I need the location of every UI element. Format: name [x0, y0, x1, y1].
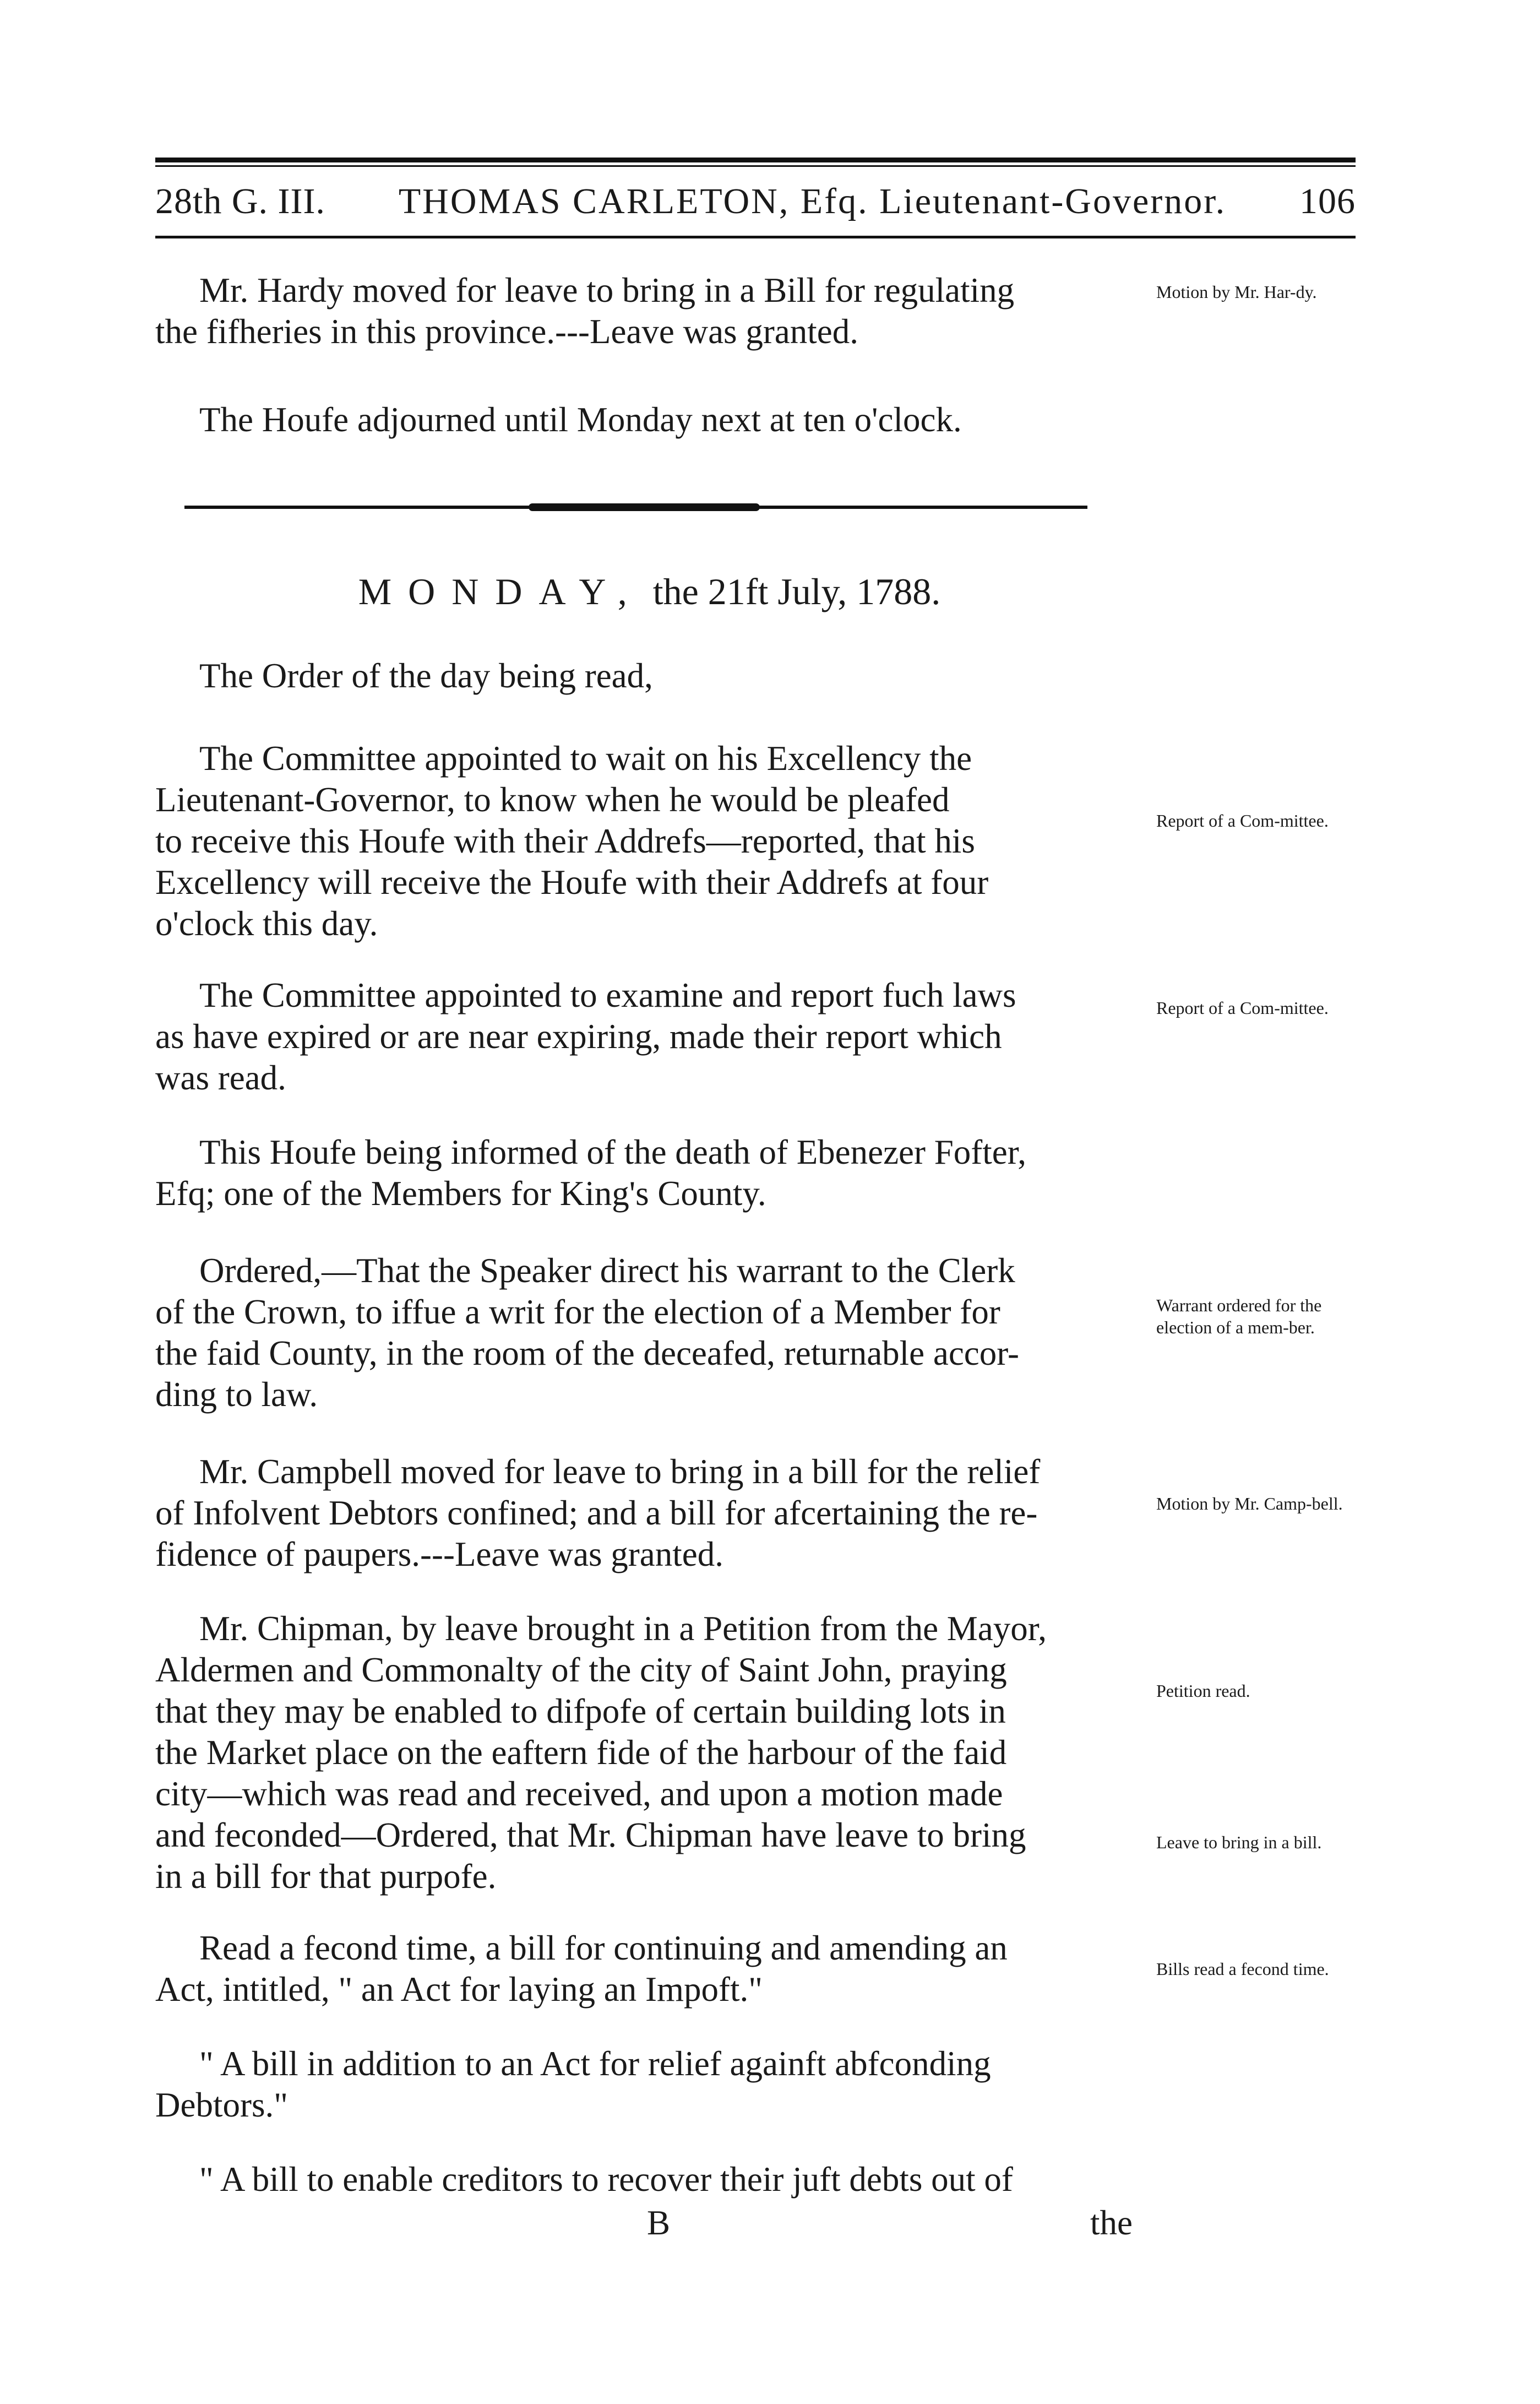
paragraph-warrant: [155, 1250, 1144, 1415]
paragraph-committee-address: [155, 738, 1144, 945]
text-line: Act, intitled, " an Act for laying an Impoft.": [155, 1970, 763, 2009]
text-line: Read a fecond time, a bill for continuing and amending an: [199, 1929, 1008, 1967]
paragraph-motion-hardy: [155, 270, 1144, 352]
header-rule-top: [155, 158, 1356, 162]
paragraph-bill-creditors: [155, 2159, 1144, 2200]
text-line: to receive this Houfe with their Addrefs—reported, that his: [155, 822, 975, 860]
header-rule-top-thin: [155, 165, 1356, 167]
text-line: the faid County, in the room of the deceafed, returnable accor-: [155, 1334, 1019, 1372]
section-heading-date: the 21ft July, 1788.: [652, 571, 941, 612]
header-rule-bottom: [155, 236, 1356, 238]
text-line: as have expired or are near expiring, made their report which: [155, 1017, 1002, 1056]
text-line: in a bill for that purpofe.: [155, 1857, 497, 1896]
header-title: THOMAS CARLETON, Efq. Lieutenant-Governor.: [398, 181, 1227, 221]
text-line: the fifheries in this province.---Leave was granted.: [155, 312, 858, 351]
text-line: and feconded—Ordered, that Mr. Chipman have leave to bring: [155, 1816, 1026, 1854]
section-rule-swell: [529, 503, 760, 511]
text-line: Mr. Hardy moved for leave to bring in a Bill for regulating: [199, 271, 1015, 310]
text-line: The Committee appointed to wait on his Excellency the: [199, 739, 972, 778]
paragraph-petition-chipman: [155, 1608, 1144, 1897]
text-line: Ordered,—That the Speaker direct his warrant to the Clerk: [199, 1251, 1015, 1290]
text-line: Lieutenant-Governor, to know when he would be pleafed: [155, 780, 950, 819]
text-line: the Market place on the eaftern fide of the harbour of the faid: [155, 1733, 1007, 1772]
margin-note: Motion by Mr. Camp-bell.: [1156, 1494, 1343, 1513]
text-line: Debtors.": [155, 2086, 288, 2124]
margin-note: Report of a Com-mittee.: [1156, 811, 1329, 831]
text-line: ding to law.: [155, 1375, 318, 1414]
text-line: o'clock this day.: [155, 904, 378, 943]
margin-note: Bills read a fecond time.: [1156, 1959, 1329, 1979]
text-line: The Committee appointed to examine and report fuch laws: [199, 976, 1016, 1014]
paragraph-death-notice: [155, 1132, 1144, 1214]
text-line: of the Crown, to iffue a writ for the election of a Member for: [155, 1293, 1000, 1331]
margin-note: Leave to bring in a bill.: [1156, 1832, 1322, 1852]
text-line: Aldermen and Commonalty of the city of Saint John, praying: [155, 1651, 1007, 1689]
margin-note: Motion by Mr. Har-dy.: [1156, 282, 1317, 302]
margin-note: Petition read.: [1156, 1681, 1250, 1701]
text-line: Mr. Campbell moved for leave to bring in a bill for the relief: [199, 1452, 1041, 1491]
margin-note: Report of a Com-mittee.: [1156, 998, 1329, 1018]
header-regnal-year: 28th G. III.: [155, 181, 325, 221]
text-line: The Houfe adjourned until Monday next at ten o'clock.: [199, 400, 962, 439]
paragraph-adjourned: [155, 399, 1144, 441]
text-line: " A bill to enable creditors to recover their juft debts out of: [199, 2160, 1013, 2199]
section-heading-day: MONDAY,: [358, 571, 644, 612]
header-page-number: 106: [1299, 181, 1356, 221]
paragraph-committee-laws: [155, 975, 1144, 1099]
text-line: This Houfe being informed of the death of Ebenezer Fofter,: [199, 1133, 1026, 1171]
text-line: of Infolvent Debtors confined; and a bill for afcertaining the re-: [155, 1494, 1038, 1532]
paragraph-order-of-day: [155, 655, 1144, 697]
catchword: the: [1090, 2204, 1133, 2242]
paragraph-bill-absconding: [155, 2043, 1144, 2126]
text-line: fidence of paupers.---Leave was granted.: [155, 1535, 723, 1573]
text-line: was read.: [155, 1059, 286, 1097]
signature-mark: B: [647, 2204, 671, 2242]
text-line: that they may be enabled to difpofe of certain building lots in: [155, 1692, 1006, 1730]
text-line: Efq; one of the Members for King's County.: [155, 1174, 766, 1213]
text-line: Mr. Chipman, by leave brought in a Petition from the Mayor,: [199, 1609, 1047, 1648]
section-heading: [155, 570, 1144, 614]
text-line: The Order of the day being read,: [199, 656, 653, 695]
paragraph-bills-read: [155, 1928, 1144, 2010]
text-line: Excellency will receive the Houfe with their Addrefs at four: [155, 863, 989, 902]
running-header: [155, 174, 1356, 229]
text-line: city—which was read and received, and upon a motion made: [155, 1774, 1003, 1813]
paragraph-motion-campbell: [155, 1451, 1144, 1575]
text-line: " A bill in addition to an Act for relief againft abfconding: [199, 2044, 991, 2083]
margin-note: Warrant ordered for the election of a mem-ber.: [1156, 1295, 1322, 1337]
